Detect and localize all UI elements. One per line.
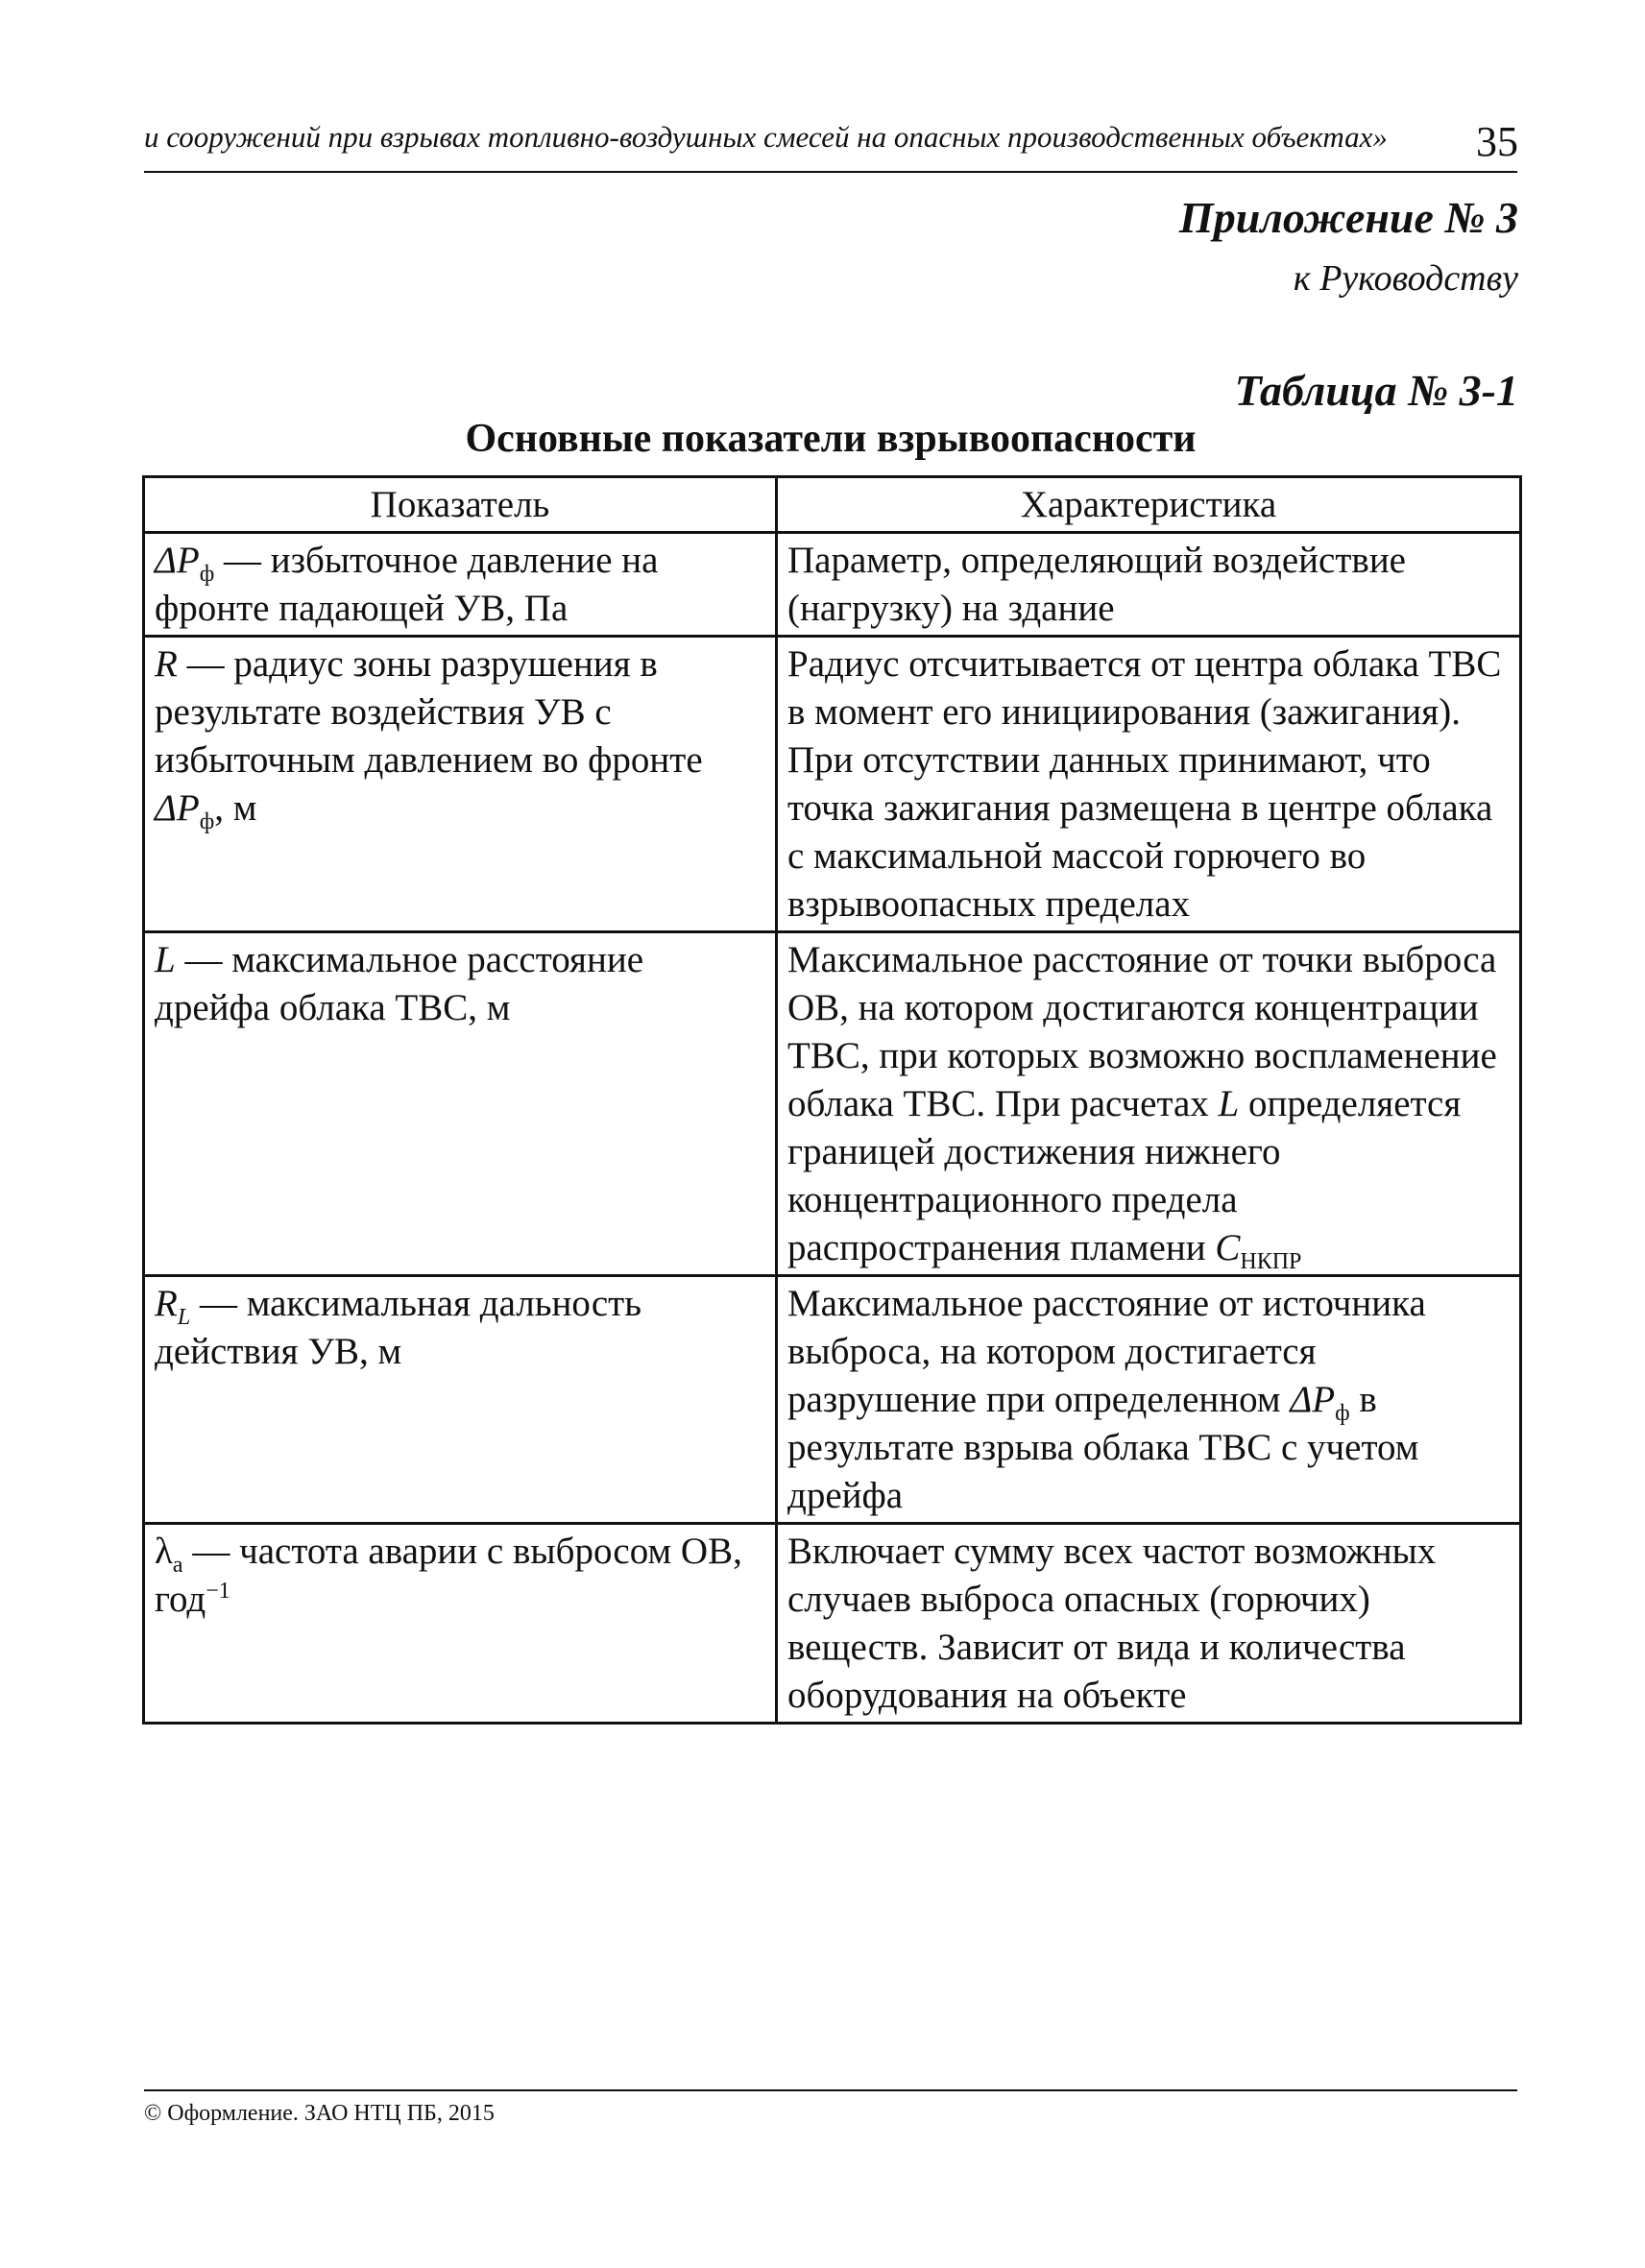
running-header: и сооружений при взрывах топливно-воздушных смесей на опасных производственных объектах» xyxy=(144,120,1388,154)
column-header-characteristic: Характеристика xyxy=(777,477,1521,533)
description-text: Параметр, определяющий воздействие (нагрузку) на здание xyxy=(787,540,1406,629)
footer-copyright: © Оформление. ЗАО НТЦ ПБ, 2015 xyxy=(144,2101,495,2126)
symbol: C xyxy=(1215,1227,1241,1268)
appendix-title: Приложение № 3 xyxy=(1178,193,1518,242)
symbol-subscript: а xyxy=(172,1552,183,1578)
indicator-cell xyxy=(144,1276,777,1524)
table-row xyxy=(144,637,1521,932)
description-text: Радиус отсчитывается от центра облака ТВС в момент его инициирования (зажигания). При отсутствии данных принимают, что точка зажигания размещена в центре облака с максимальной массой горючего во взрывоопасных пределах xyxy=(787,643,1502,925)
table-number: Таблица № 3-1 xyxy=(1234,366,1518,415)
table-row xyxy=(144,932,1521,1276)
symbol-subscript: ф xyxy=(199,808,215,834)
description-cell xyxy=(777,1524,1521,1724)
table-header-row xyxy=(144,477,1521,533)
symbol: ΔP xyxy=(155,787,200,829)
symbol: ΔP xyxy=(155,540,200,581)
indicators-table xyxy=(142,475,1522,1725)
symbol: ΔP xyxy=(1290,1379,1336,1420)
appendix-subtitle: к Руководству xyxy=(1293,258,1518,299)
symbol-subscript: НКПР xyxy=(1240,1248,1302,1274)
indicator-cell xyxy=(144,533,777,637)
symbol: R xyxy=(155,643,178,685)
symbol-subscript: L xyxy=(177,1304,191,1330)
description-cell xyxy=(777,637,1521,932)
symbol-subscript: ф xyxy=(199,561,215,587)
header-divider xyxy=(144,171,1517,173)
description-text: Максимальное расстояние от источника выброса, на котором достигается разрушение при определенном xyxy=(787,1283,1426,1420)
description-cell xyxy=(777,1276,1521,1524)
symbol: L xyxy=(1218,1083,1240,1124)
column-header-indicator: Показатель xyxy=(144,477,777,533)
footer-divider xyxy=(144,2089,1517,2091)
description-text-tail: в результате взрыва облака ТВС с учетом дрейфа xyxy=(787,1379,1419,1516)
description-text: Включает сумму всех частот возможных случаев выброса опасных (горючих) веществ. Зависит от вида и количества оборудования на объекте xyxy=(787,1531,1437,1716)
indicator-text: — избыточное давление на фронте падающей УВ, Па xyxy=(155,540,659,629)
description-text: Максимальное расстояние от точки выброса ОВ, на котором достигаются концентрации ТВС, при которых возможно воспламенение облака ТВС. При расчетах xyxy=(787,939,1497,1124)
indicator-cell xyxy=(144,637,777,932)
symbol: R xyxy=(155,1283,178,1324)
description-cell xyxy=(777,932,1521,1276)
symbol: λ xyxy=(155,1531,173,1572)
unit-superscript: −1 xyxy=(206,1579,230,1604)
indicator-text-tail: , м xyxy=(214,787,257,829)
indicator-text: — максимальная дальность действия УВ, м xyxy=(155,1283,641,1372)
indicator-text: — радиус зоны разрушения в результате воздействия УВ с избыточным давлением во фронте xyxy=(155,643,703,781)
table-row xyxy=(144,1524,1521,1724)
indicator-cell xyxy=(144,932,777,1276)
description-cell xyxy=(777,533,1521,637)
indicator-cell xyxy=(144,1524,777,1724)
table-caption: Основные показатели взрывоопасности xyxy=(465,417,1197,461)
symbol: L xyxy=(155,939,176,980)
indicator-text: — максимальное расстояние дрейфа облака ТВС, м xyxy=(155,939,644,1028)
symbol-subscript: ф xyxy=(1335,1400,1350,1426)
indicator-text: — частота аварии с выбросом ОВ, год xyxy=(155,1531,742,1620)
table-row xyxy=(144,1276,1521,1524)
page-number: 35 xyxy=(1476,118,1518,165)
description-text-mid: определяется границей достижения нижнего концентрационного предела распространения пламени xyxy=(787,1083,1462,1268)
table-row xyxy=(144,533,1521,637)
